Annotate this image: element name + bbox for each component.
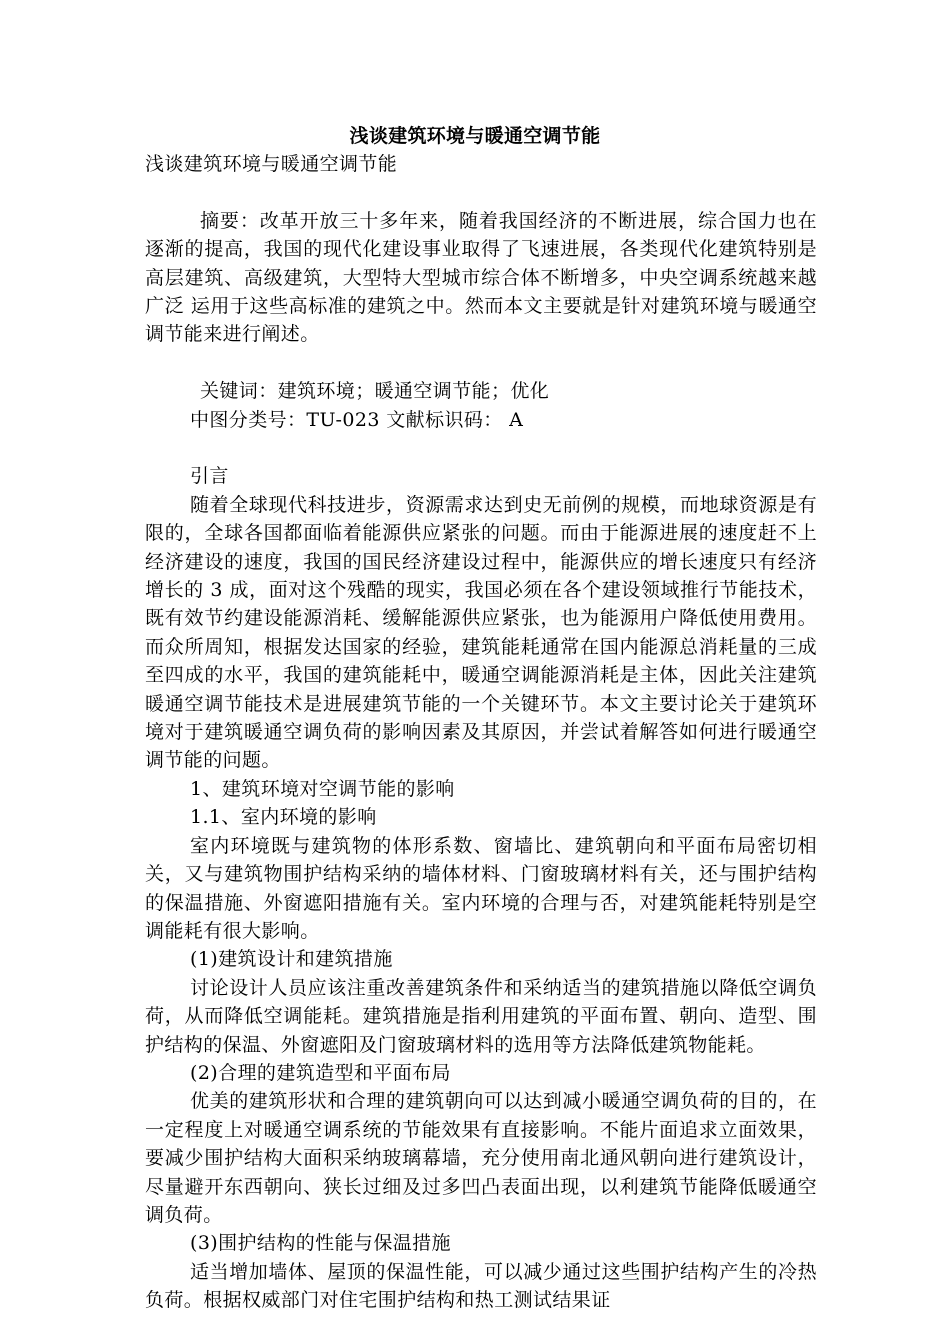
item-3-paragraph: 适当增加墙体、屋顶的保温性能，可以减少通过这些围护结构产生的冷热负荷。根据权威部门对住宅围护结构和热工测试结果证 xyxy=(145,1260,817,1312)
document-body xyxy=(145,150,817,1315)
section-1-heading: 1、建筑环境对空调节能的影响 xyxy=(190,777,455,800)
spacer xyxy=(145,178,817,206)
section-1-1-heading: 1.1、室内环境的影响 xyxy=(190,806,377,829)
abstract-paragraph: 摘要：改革开放三十多年来，随着我国经济的不断进展，综合国力也在逐渐的提高，我国的现代化建设事业取得了飞速进展，各类现代化建筑特别是高层建筑、高级建筑，大型特大型城市综合体不断增多，中央空调系统越来越广泛 运用于这些高标准的建筑之中。然而本文主要就是针对建筑环境与暖通空调节能来进行阐述。 xyxy=(145,209,817,346)
classification-line: 中图分类号：TU-023 文献标识码： A xyxy=(190,408,524,431)
item-1-paragraph: 讨论设计人员应该注重改善建筑条件和采纳适当的建筑措施以降低空调负荷，从而降低空调能耗。建筑措施是指利用建筑的平面布置、朝向、造型、围护结构的保温、外窗遮阳及门窗玻璃材料的选用等方法降低建筑物能耗。 xyxy=(145,976,817,1056)
item-3-heading: (3)围护结构的性能与保温措施 xyxy=(190,1232,451,1255)
section-1-1-paragraph: 室内环境既与建筑物的体形系数、窗墙比、建筑朝向和平面布局密切相关，又与建筑物围护结构采纳的墙体材料、门窗玻璃材料有关，还与围护结构的保温措施、外窗遮阳措施有关。室内环境的合理与否，对建筑能耗特别是空调能耗有很大影响。 xyxy=(145,834,817,942)
document-subtitle: 浅谈建筑环境与暖通空调节能 xyxy=(145,153,398,175)
document-title: 浅谈建筑环境与暖通空调节能 xyxy=(349,125,601,147)
keywords-line: 关键词：建筑环境；暖通空调节能；优化 xyxy=(200,380,550,403)
intro-heading: 引言 xyxy=(190,465,229,488)
spacer xyxy=(145,434,817,462)
spacer xyxy=(145,349,817,377)
item-1-heading: (1)建筑设计和建筑措施 xyxy=(190,948,393,971)
item-2-heading: (2)合理的建筑造型和平面布局 xyxy=(190,1061,451,1084)
intro-paragraph: 随着全球现代科技进步，资源需求达到史无前例的规模，而地球资源是有限的，全球各国都面临着能源供应紧张的问题。而由于能源进展的速度赶不上经济建设的速度，我国的国民经济建设过程中，能源供应的增长速度只有经济增长的 3 成，面对这个残酷的现实，我国必须在各个建设领域推行节能技术，既有效节约建设能源消耗、缓解能源供应紧张，也为能源用户降低使用费用。而众所周知，根据发达国家的经验，建筑能耗通常在国内能源总消耗量的三成至四成的水平，我国的建筑能耗中，暖通空调能源消耗是主体，因此关注建筑暖通空调节能技术是进展建筑节能的一个关键环节。本文主要讨论关于建筑环境对于建筑暖通空调负荷的影响因素及其原因，并尝试着解答如何进行暖通空调节能的问题。 xyxy=(145,493,817,772)
item-2-paragraph: 优美的建筑形状和合理的建筑朝向可以达到减小暖通空调负荷的目的，在一定程度上对暖通空调系统的节能效果有直接影响。不能片面追求立面效果，要减少围护结构大面积采纳玻璃幕墙，充分使用南北通风朝向进行建筑设计，尽量避开东西朝向、狭长过细及过多凹凸表面出现，以利建筑节能降低暖通空调负荷。 xyxy=(145,1090,817,1226)
